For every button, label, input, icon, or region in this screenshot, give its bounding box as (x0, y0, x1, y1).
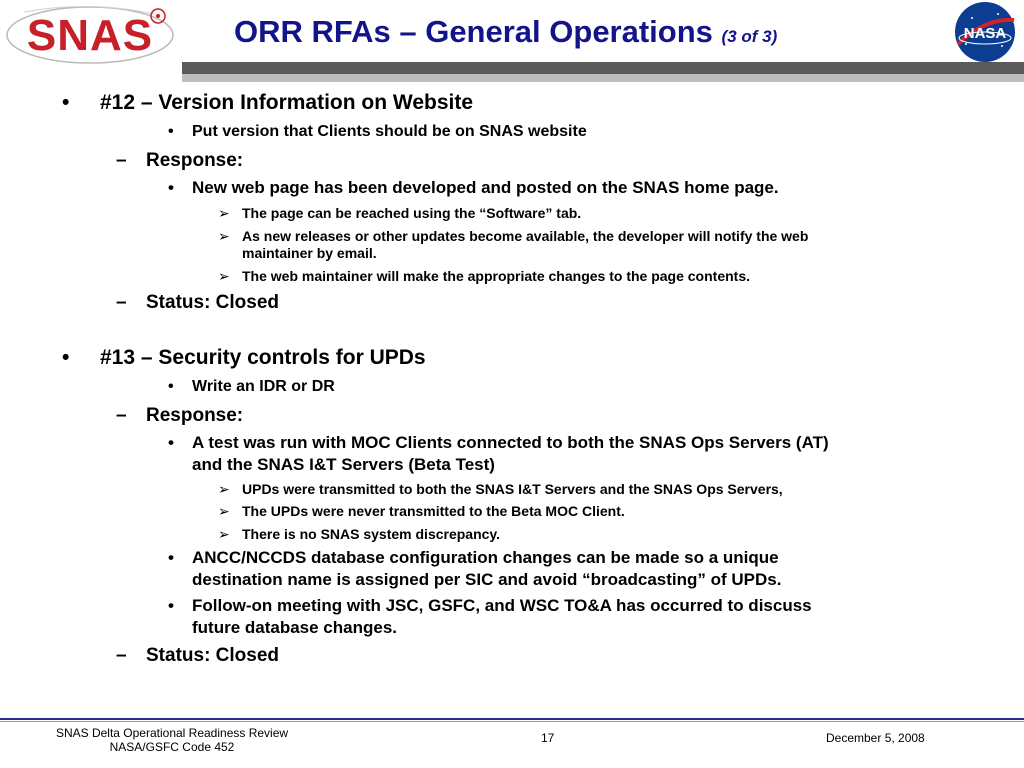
bullet-marker: • (168, 378, 174, 395)
title-suffix: (3 of 3) (721, 27, 778, 46)
rfa13-point2-continued: destination name is assigned per SIC and avoid “broadcasting” of UPDs. (192, 570, 782, 589)
arrow-marker: ➢ (218, 503, 230, 519)
footer-rule-thin (0, 721, 1024, 722)
title-rule-light (182, 74, 1024, 82)
rfa13-detail: There is no SNAS system discrepancy. (242, 526, 501, 542)
footer-review-name: SNAS Delta Operational Readiness Review (55, 726, 289, 740)
rfa13-detail: UPDs were transmitted to both the SNAS I&T Servers and the SNAS Ops Servers, (242, 481, 783, 497)
bullet-marker: • (168, 433, 174, 452)
rfa12-detail-continued: maintainer by email. (242, 245, 377, 261)
arrow-marker: ➢ (218, 228, 230, 244)
rfa12-status: Status: Closed (146, 292, 280, 313)
arrow-marker: ➢ (218, 268, 230, 284)
title-main: ORR RFAs – General Operations (234, 14, 713, 49)
rfa13-response-label: Response: (146, 405, 244, 426)
bullet-marker: • (168, 596, 174, 615)
snas-logo (4, 4, 176, 66)
bullet-marker: • (168, 178, 174, 197)
rfa12-detail: As new releases or other updates become available, the developer will notify the web (242, 228, 809, 244)
rfa13-point3: Follow-on meeting with JSC, GSFC, and WSC TO&A has occurred to discuss (192, 596, 812, 615)
rfa12-response-label: Response: (146, 150, 244, 171)
dash-marker: – (116, 405, 127, 426)
rfa13-requirement: Write an IDR or DR (192, 378, 335, 395)
rfa13-detail: The UPDs were never transmitted to the Beta MOC Client. (242, 503, 625, 519)
footer-date: December 5, 2008 (826, 731, 925, 745)
footer-left (36, 726, 308, 754)
rfa12-heading: #12 – Version Information on Website (100, 91, 474, 114)
bullet-marker: • (62, 346, 70, 369)
arrow-marker: ➢ (218, 481, 230, 497)
nasa-logo (950, 0, 1020, 64)
bullet-marker: • (168, 123, 174, 140)
rfa12-response-point: New web page has been developed and posted on the SNAS home page. (192, 178, 779, 197)
arrow-marker: ➢ (218, 526, 230, 542)
rfa13-point3-continued: future database changes. (192, 618, 398, 637)
slide-title (234, 14, 777, 50)
rfa13-point1-continued: and the SNAS I&T Servers (Beta Test) (192, 455, 495, 474)
arrow-marker: ➢ (218, 205, 230, 221)
rfa13-point1: A test was run with MOC Clients connected to both the SNAS Ops Servers (AT) (192, 433, 829, 452)
rfa13-heading: #13 – Security controls for UPDs (100, 346, 426, 369)
snas-logo-text: SNAS (26, 11, 154, 60)
nasa-logo-text: NASA (963, 25, 1007, 42)
rfa12-requirement: Put version that Clients should be on SNAS website (192, 123, 587, 140)
footer-rule (0, 718, 1024, 720)
rfa13-status: Status: Closed (146, 645, 280, 666)
dash-marker: – (116, 292, 127, 313)
rfa12-detail: The page can be reached using the “Software” tab. (242, 205, 582, 221)
page-number: 17 (541, 731, 555, 745)
footer-org-code: NASA/GSFC Code 452 (109, 740, 235, 754)
title-rule-dark (182, 62, 1024, 74)
bullet-marker: • (168, 548, 174, 567)
dash-marker: – (116, 150, 127, 171)
bullet-marker: • (62, 91, 70, 114)
rfa12-detail: The web maintainer will make the appropriate changes to the page contents. (242, 268, 750, 284)
rfa13-point2: ANCC/NCCDS database configuration changes can be made so a unique (192, 548, 779, 567)
dash-marker: – (116, 645, 127, 666)
